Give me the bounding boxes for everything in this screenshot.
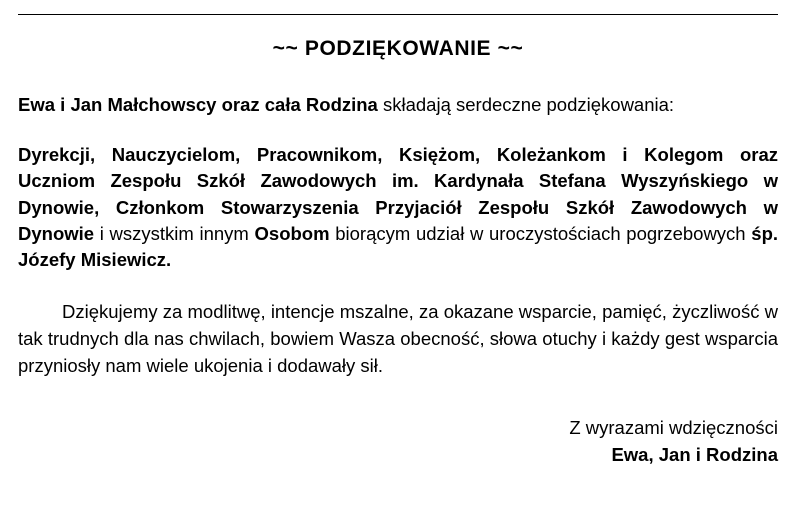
intro-rest-text: składają serdeczne podziękowania: bbox=[377, 94, 675, 115]
intro-paragraph bbox=[18, 93, 778, 118]
recipients-plain-text-1: i wszystkim innym bbox=[94, 222, 255, 244]
recipients-bold-text: Dyrekcji, Nauczycielom, Pracownikom, Księżom, Koleżankom i Kolegom oraz Uczniom Zespołu Szkół Zawodowych im. Kardynała Stefana Wyszyńskiego w Dynowie, Członkom Stowarzyszenia Przyjaciół Zespołu Szkół Zawodowych w Dynowie bbox=[18, 143, 778, 244]
deceased-name: śp. Józefy Misiewicz. bbox=[18, 222, 779, 271]
recipients-bold-text-2: Osobom bbox=[254, 222, 330, 244]
signature-line-2: Ewa, Jan i Rodzina bbox=[611, 444, 778, 466]
page-title: ~~ PODZIĘKOWANIE ~~ bbox=[272, 37, 524, 60]
recipients-plain-text-2: biorącym udział w uroczystościach pogrzebowych bbox=[329, 222, 752, 244]
thanks-paragraph: Dziękujemy za modlitwę, intencje mszalne, za okazane wsparcie, pamięć, życzliwość w tak trudnych dla nas chwilach, bowiem Wasza obecność, słowa otuchy i każdy gest wsparcia przyniosły nam wiele ukojenia i dodawały sił. bbox=[18, 301, 778, 376]
obituary-thank-you-page bbox=[0, 14, 796, 527]
top-divider bbox=[18, 14, 778, 15]
recipients-paragraph bbox=[18, 142, 778, 273]
intro-bold-text: Ewa i Jan Małchowscy oraz cała Rodzina bbox=[18, 94, 378, 115]
signature-line-1: Z wyrazami wdzięczności bbox=[569, 416, 778, 438]
signature-block bbox=[18, 414, 778, 470]
